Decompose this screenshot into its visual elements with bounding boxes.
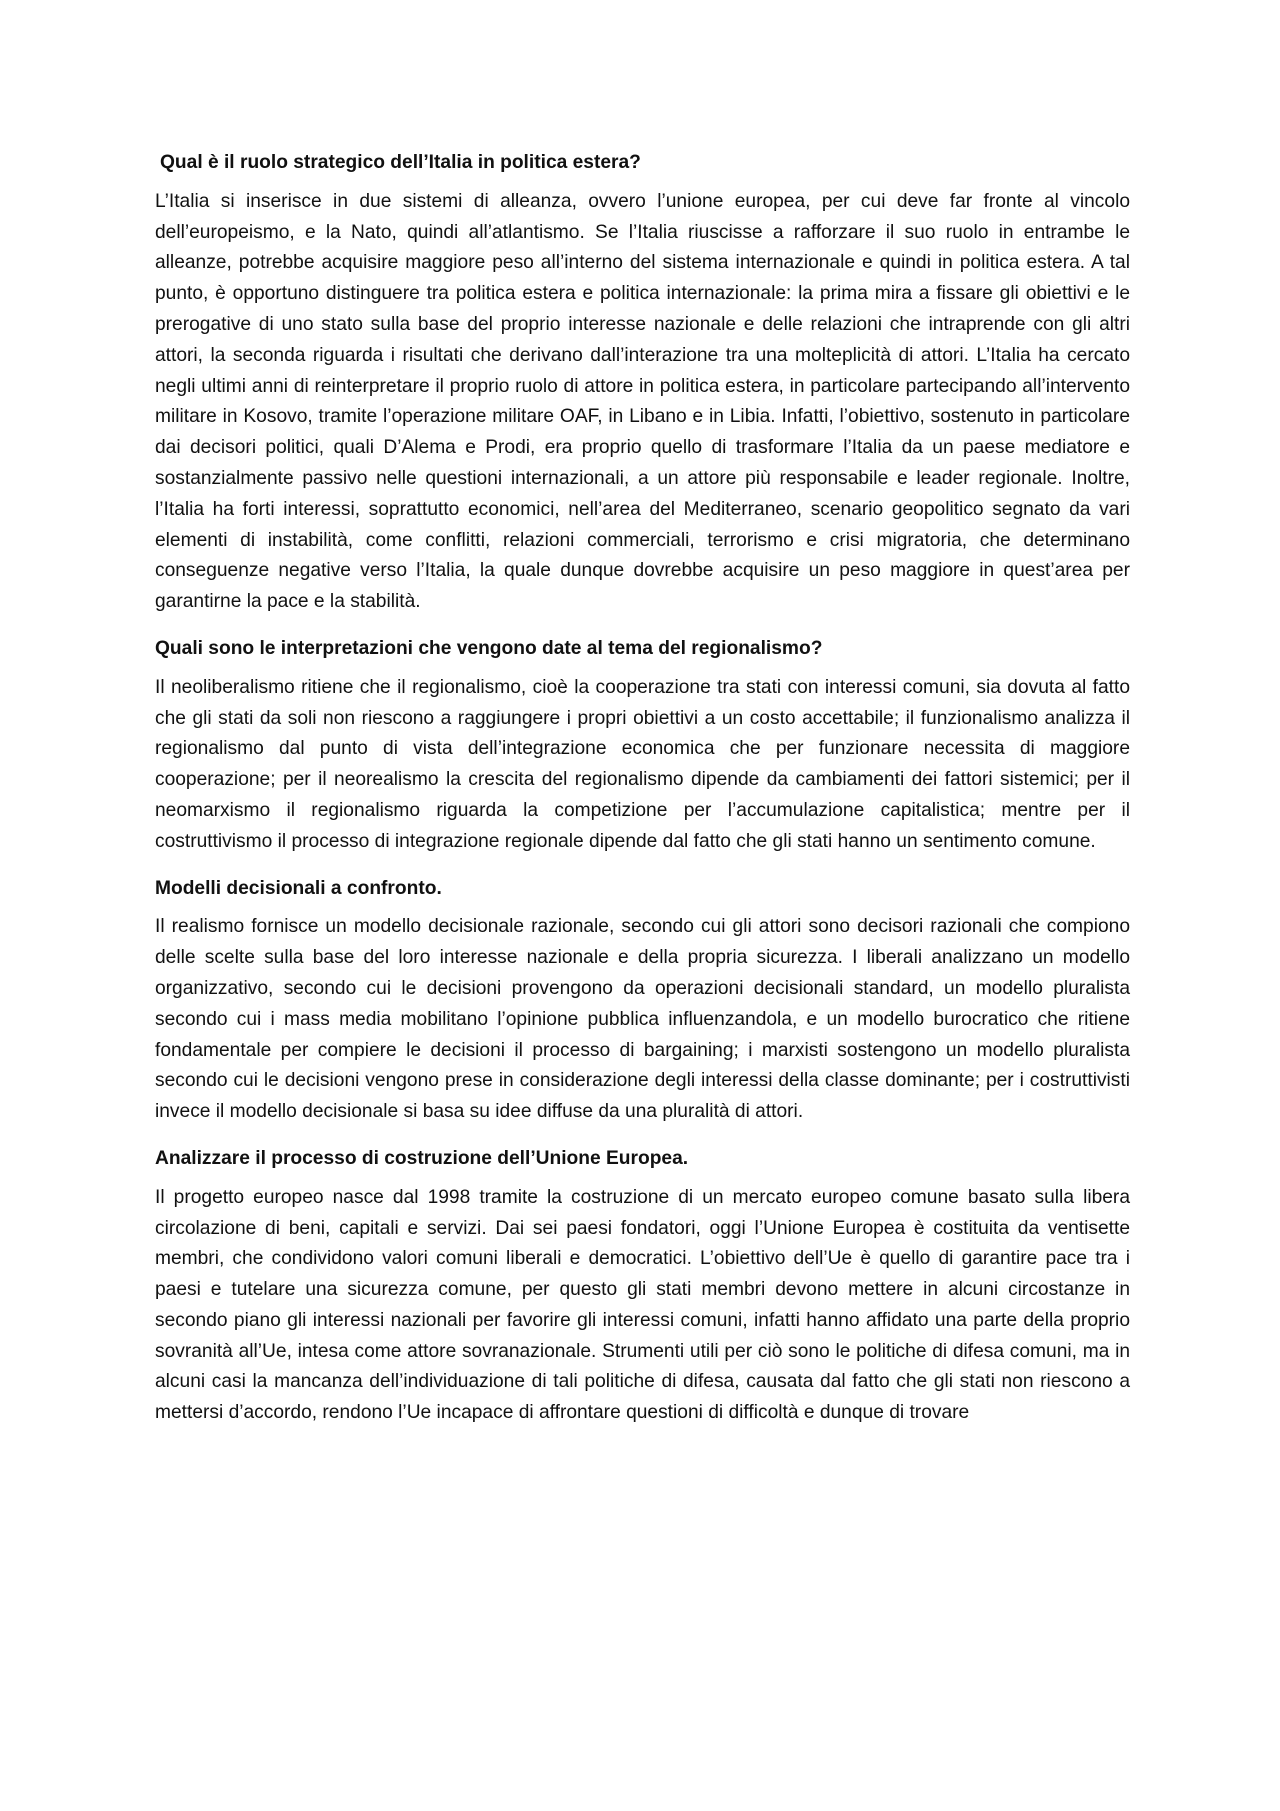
- section-italy-foreign-policy: [155, 148, 1130, 618]
- section-decision-models: [155, 874, 1130, 1128]
- section-heading: Quali sono le interpretazioni che vengono date al tema del regionalismo?: [155, 637, 823, 659]
- section-paragraph: L’Italia si inserisce in due sistemi di alleanza, ovvero l’unione europea, per cui deve far fronte al vincolo dell’europeismo, e la Nato, quindi all’atlantismo. Se l’Italia riuscisse a rafforzare il suo ruolo in entrambe le alleanze, potrebbe acquisire maggiore peso all’interno del sistema internazionale e quindi in politica estera. A tal punto, è opportuno distinguere tra politica estera e politica internazionale: la prima mira a fissare gli obiettivi e le prerogative di uno stato sulla base del proprio interesse nazionale e delle relazioni che intraprende con gli altri attori, la seconda riguarda i risultati che derivano dall’interazione tra una molteplicità di attori. L’Italia ha cercato negli ultimi anni di reinterpretare il proprio ruolo di attore in politica estera, in particolare partecipando all’intervento militare in Kosovo, tramite l’operazione militare OAF, in Libano e in Libia. Infatti, l’obiettivo, sostenuto in particolare dai decisori politici, quali D’Alema e Prodi, era proprio quello di trasformare l’Italia da un paese mediatore e sostanzialmente passivo nelle questioni internazionali, a un attore più responsabile e leader regionale. Inoltre, l’Italia ha forti interessi, soprattutto economici, nell’area del Mediterraneo, scenario geopolitico segnato da vari elementi di instabilità, come conflitti, relazioni commerciali, terrorismo e crisi migratoria, che determinano conseguenze negative verso l’Italia, la quale dunque dovrebbe acquisire un peso maggiore in quest’area per garantirne la pace e la stabilità.: [155, 190, 1130, 613]
- section-regionalism: [155, 634, 1130, 858]
- section-paragraph: Il progetto europeo nasce dal 1998 tramite la costruzione di un mercato europeo comune basato sulla libera circolazione di beni, capitali e servizi. Dai sei paesi fondatori, oggi l’Unione Europea è costituita da ventisette membri, che condividono valori comuni liberali e democratici. L’obiettivo dell’Ue è quello di garantire pace tra i paesi e tutelare una sicurezza comune, per questo gli stati membri devono mettere in alcuni circostanze in secondo piano gli interessi nazionali per favorire gli interessi comuni, infatti hanno affidato una parte della proprio sovranità all’Ue, intesa come attore sovranazionale. Strumenti utili per ciò sono le politiche di difesa comuni, ma in alcuni casi la mancanza dell’individuazione di tali politiche di difesa, causata dal fatto che gli stati non riescono a mettersi d’accordo, rendono l’Ue incapace di affrontare questioni di difficoltà e dunque di trovare: [155, 1186, 1130, 1424]
- section-european-union: [155, 1144, 1130, 1429]
- section-paragraph: Il realismo fornisce un modello decisionale razionale, secondo cui gli attori sono decisori razionali che compiono delle scelte sulla base del loro interesse nazionale e della propria sicurezza. I liberali analizzano un modello organizzativo, secondo cui le decisioni provengono da operazioni decisionali standard, un modello pluralista secondo cui i mass media mobilitano l’opinione pubblica influenzandola, e un modello burocratico che ritiene fondamentale per compiere le decisioni il processo di bargaining; i marxisti sostengono un modello pluralista secondo cui le decisioni vengono prese in considerazione degli interessi della classe dominante; per i costruttivisti invece il modello decisionale si basa su idee diffuse da una pluralità di attori.: [155, 916, 1130, 1123]
- section-heading: Qual è il ruolo strategico dell’Italia in politica estera?: [160, 152, 641, 173]
- document-page: [155, 148, 1130, 1445]
- section-heading: Modelli decisionali a confronto.: [155, 877, 442, 899]
- section-paragraph: Il neoliberalismo ritiene che il regionalismo, cioè la cooperazione tra stati con interessi comuni, sia dovuta al fatto che gli stati da soli non riescono a raggiungere i propri obiettivi a un costo accettabile; il funzionalismo analizza il regionalismo dal punto di vista dell’integrazione economica che per funzionare necessita di maggiore cooperazione; per il neorealismo la crescita del regionalismo dipende da cambiamenti dei fattori sistemici; per il neomarxismo il regionalismo riguarda la competizione per l’accumulazione capitalistica; mentre per il costruttivismo il processo di integrazione regionale dipende dal fatto che gli stati hanno un sentimento comune.: [155, 676, 1130, 852]
- section-heading: Analizzare il processo di costruzione dell’Unione Europea.: [155, 1147, 689, 1169]
